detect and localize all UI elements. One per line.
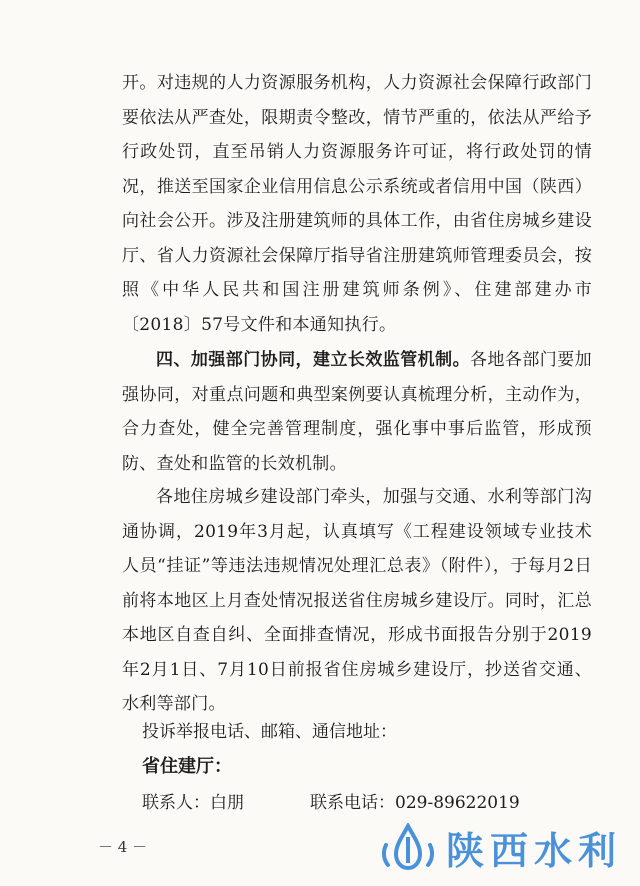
water-drop-logo-icon	[380, 823, 436, 873]
complaint-line: 投诉举报电话、邮箱、通信地址：	[142, 722, 397, 742]
paragraph-3: 各地住房城乡建设部门牵头，加强与交通、水利等部门沟通协调，2019年3月起，认真填写《工程建设领域专业技术人员“挂证”等违法违规情况处理汇总表》（附件），于每月2日前将本地区上月查处情况报送省住房城乡建设厅。同时，汇总本地区自查自纠、全面排查情况，形成书面报告分别于2019年2月1日、7月10日前报省住房城乡建设厅，抄送省交通、水利等部门。	[122, 487, 592, 714]
department-label: 省住建厅：	[142, 756, 232, 777]
page-number: － 4 －	[98, 838, 148, 856]
contact-phone: 联系电话：029-89622019	[310, 793, 520, 813]
paragraph-2	[122, 343, 592, 481]
paragraph-1: 开。对违规的人力资源服务机构，人力资源社会保障行政部门要依法从严查处，限期责令整改，情节严重的，依法从严给予行政处罚，直至吊销人力资源服务许可证，将行政处罚的情况，推送至国家企业信用信息公示系统或者信用中国（陕西）向社会公开。涉及注册建筑师的具体工作，由省住房城乡建设厅、省人力资源社会保障厅指导省注册建筑师管理委员会，按照《中华人民共和国注册建筑师条例》、住建部建办市〔2018〕57号文件和本通知执行。	[122, 73, 592, 335]
contact-person: 联系人：白朋	[142, 793, 244, 813]
section-heading: 四、加强部门协同，建立长效监管机制。	[156, 350, 471, 370]
watermark	[380, 820, 622, 875]
paragraph-2-text: 各地各部门要加强协同，对重点问题和典型案例要认真梳理分析，主动作为，合力查处，健全完善管理制度，强化事中事后监管，形成预防、查处和监管的长效机制。	[122, 350, 592, 474]
watermark-text: 陕西水利	[446, 829, 623, 873]
